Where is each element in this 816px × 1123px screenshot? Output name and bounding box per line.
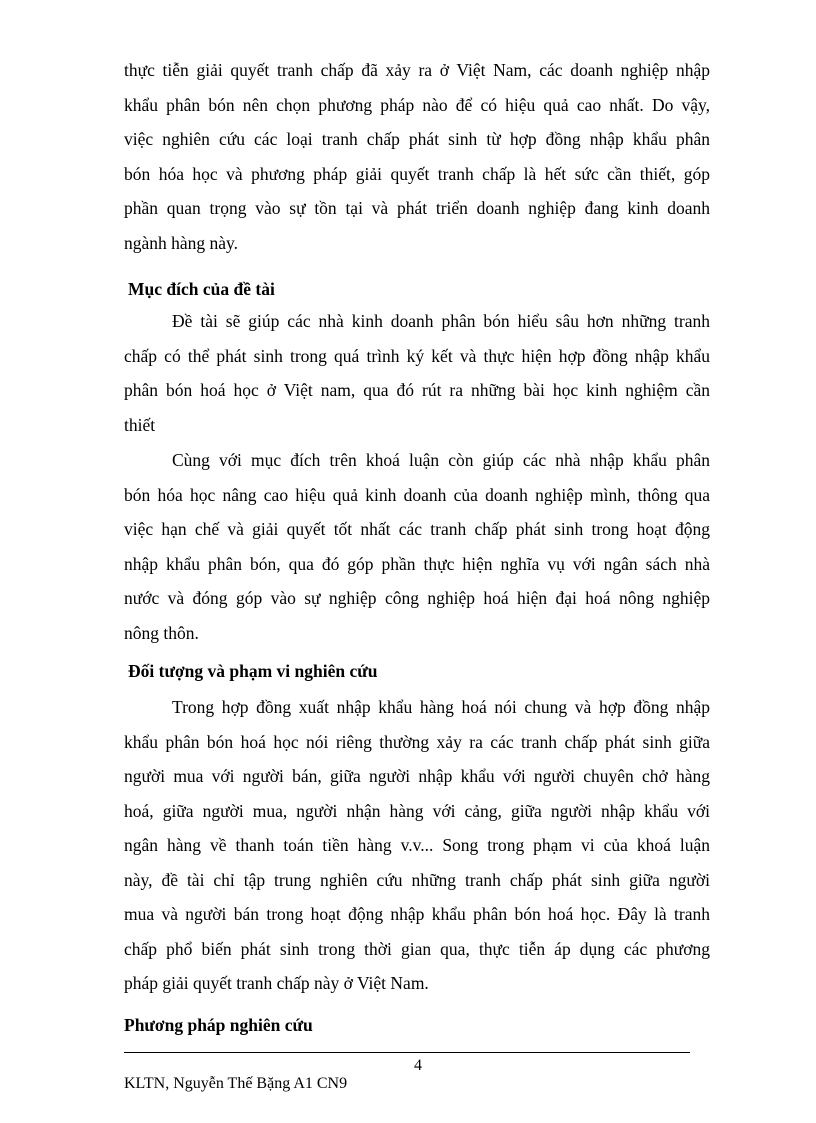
text-line: chấp có thể phát sinh trong quá trình ký kết và thực hiện hợp đồng nhập khẩu xyxy=(124,345,710,366)
purpose-paragraph-2 xyxy=(124,443,710,650)
section-heading-method: Phương pháp nghiên cứu xyxy=(124,1015,313,1035)
text-line: bón hóa học nâng cao hiệu quả kinh doanh của doanh nghiệp mình, thông qua xyxy=(124,484,710,505)
text-line: ngân hàng về thanh toán tiền hàng v.v... Song trong phạm vi của khoá luận xyxy=(124,835,710,855)
intro-paragraph xyxy=(124,53,710,260)
text-line: bón hóa học và phương pháp giải quyết tranh chấp là hết sức cần thiết, góp xyxy=(124,163,710,184)
text-line: khẩu phân bón hoá học nói riêng thường xảy ra các tranh chấp phát sinh giữa xyxy=(124,731,710,752)
text-line: việc nghiên cứu các loại tranh chấp phát sinh từ hợp đồng nhập khẩu phân xyxy=(124,129,710,149)
text-line: Cùng với mục đích trên khoá luận còn giúp các nhà nhập khẩu phân xyxy=(172,450,710,470)
section-heading-scope: Đối tượng và phạm vi nghiên cứu xyxy=(128,661,378,681)
text-line: khẩu phân bón nên chọn phương pháp nào để có hiệu quả cao nhất. Do vậy, xyxy=(124,94,710,115)
footer-divider xyxy=(124,1052,690,1053)
text-line: chấp phổ biến phát sinh trong thời gian qua, thực tiễn áp dụng các phương xyxy=(124,938,710,959)
footer-author-text: KLTN, Nguyễn Thế Bặng A1 CN9 xyxy=(124,1075,348,1092)
text-line: Trong hợp đồng xuất nhập khẩu hàng hoá nói chung và hợp đồng nhập xyxy=(172,697,710,717)
text-line: Đề tài sẽ giúp các nhà kinh doanh phân bón hiểu sâu hơn những tranh xyxy=(172,311,710,331)
text-line: pháp giải quyết tranh chấp này ở Việt Nam. xyxy=(124,973,429,993)
purpose-paragraph-1 xyxy=(124,304,710,442)
text-line: nhập khẩu phân bón, qua đó góp phần thực hiện nghĩa vụ với ngân sách nhà xyxy=(124,553,710,574)
text-line: nông thôn. xyxy=(124,622,199,643)
section-heading-purpose: Mục đích của đề tài xyxy=(128,279,275,299)
text-line: này, đề tài chỉ tập trung nghiên cứu những tranh chấp phát sinh giữa người xyxy=(124,869,710,890)
text-line: hoá, giữa người mua, người nhận hàng với cảng, giữa người nhập khẩu với xyxy=(124,800,710,821)
scope-paragraph xyxy=(124,690,710,1001)
text-line: người mua với người bán, giữa người nhập khẩu với người chuyên chở hàng xyxy=(124,766,710,786)
text-line: phần quan trọng vào sự tồn tại và phát triển doanh nghiệp đang kinh doanh xyxy=(124,198,710,218)
text-line: nước và đóng góp vào sự nghiệp công nghiệp hoá hiện đại hoá nông nghiệp xyxy=(124,588,710,608)
text-line: thực tiễn giải quyết tranh chấp đã xảy ra ở Việt Nam, các doanh nghiệp nhập xyxy=(124,60,710,80)
text-line: ngành hàng này. xyxy=(124,232,239,253)
text-line: việc hạn chế và giải quyết tốt nhất các tranh chấp phát sinh trong hoạt động xyxy=(124,519,710,539)
text-line: mua và người bán trong hoạt động nhập khẩu phân bón hoá học. Đây là tranh xyxy=(124,904,710,924)
text-line: phân bón hoá học ở Việt nam, qua đó rút ra những bài học kinh nghiệm cần xyxy=(124,380,710,400)
text-line: thiết xyxy=(124,414,156,435)
page-number: 4 xyxy=(414,1057,422,1074)
